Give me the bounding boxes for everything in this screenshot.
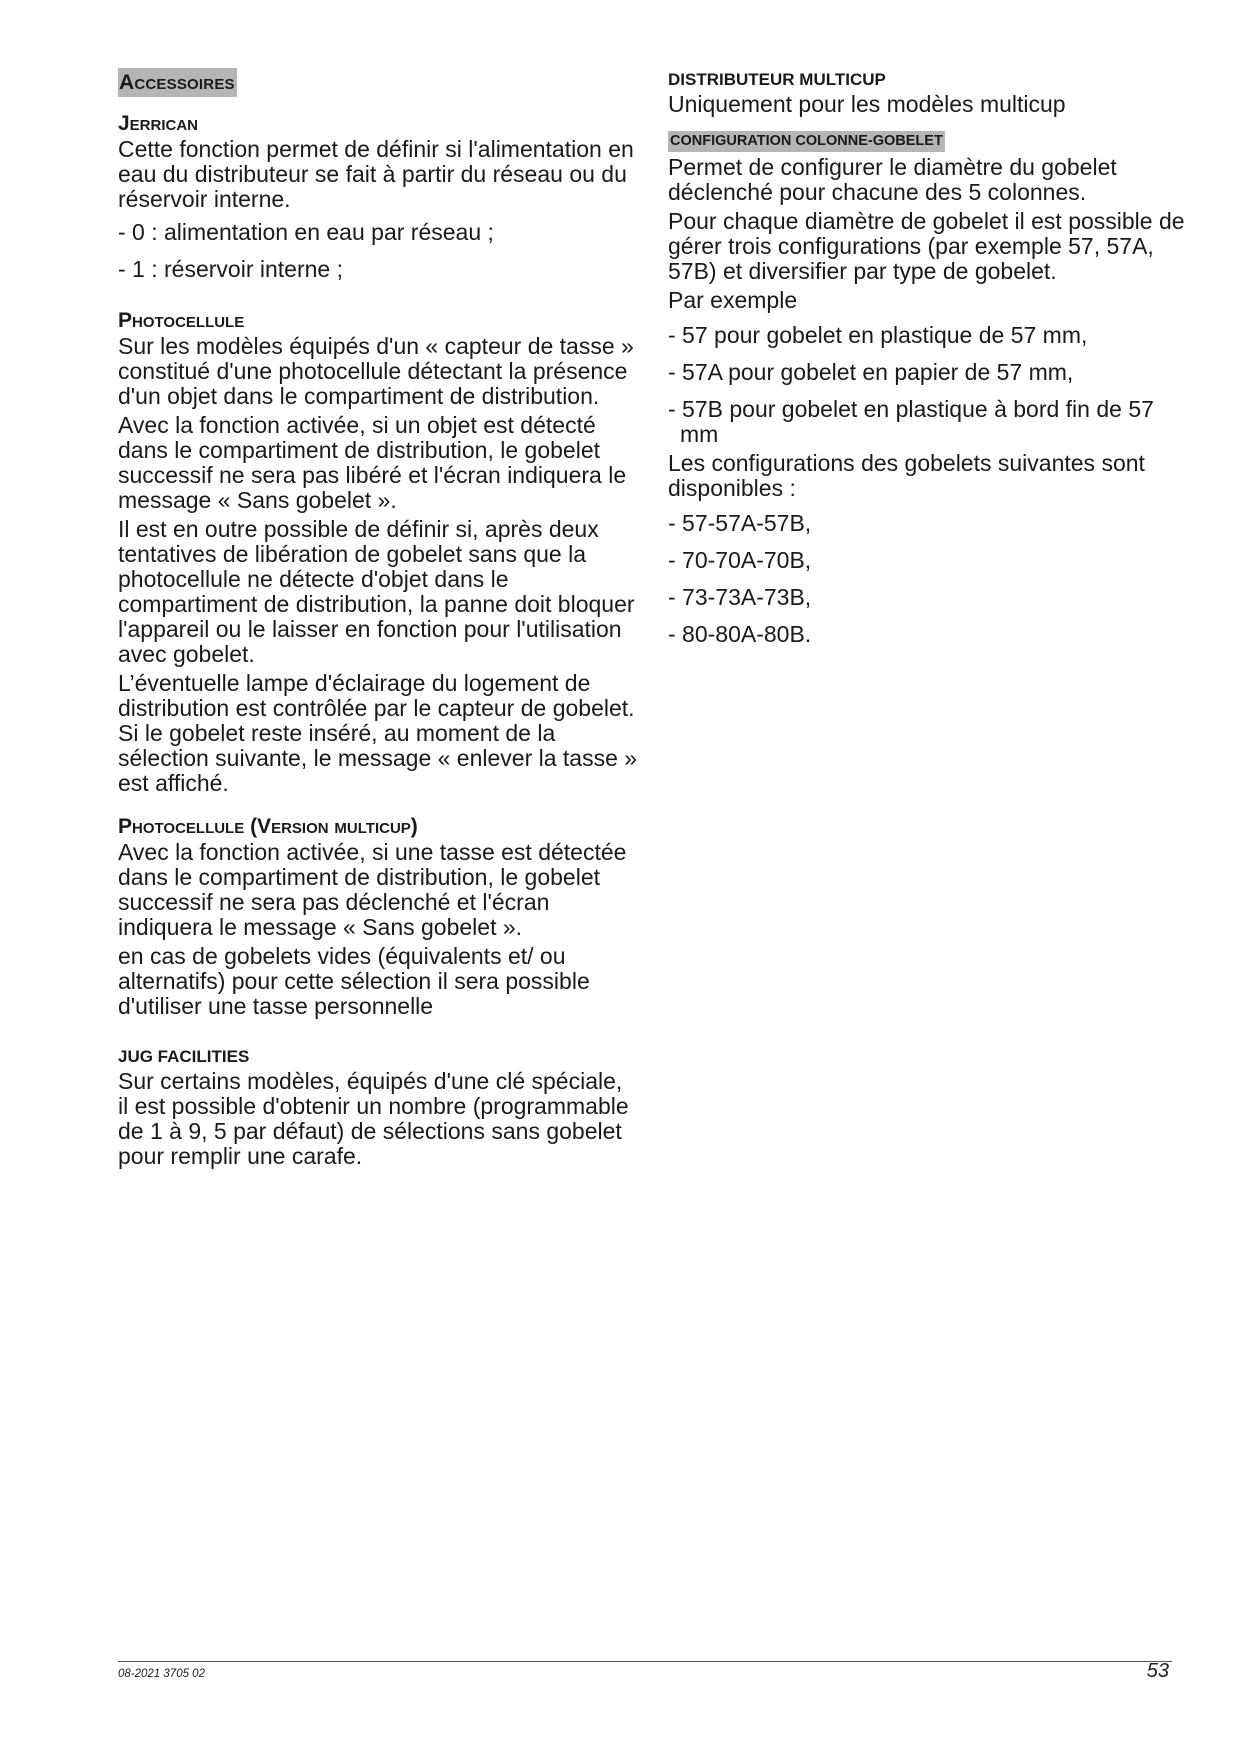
right-column: [668, 68, 1188, 659]
heading-distributeur-multicup: DISTRIBUTEUR MULTICUP: [668, 70, 886, 89]
photocellule-p2: Avec la fonction activée, si un objet est détecté dans le compartiment de distribution, le gobelet successif ne sera pas libéré et l'écran indiquera le message « Sans gobelet ».: [118, 412, 627, 513]
page-number: 53: [1146, 1660, 1169, 1682]
config-available-3: - 80-80A-80B.: [668, 621, 812, 647]
config-example-2: - 57B pour gobelet en plastique à bord fin de 57 mm: [668, 396, 1154, 447]
heading-photocellule-multicup: Photocellule (Version multicup): [118, 815, 418, 838]
photocellule-multicup-p2: en cas de gobelets vides (équivalents et/ ou alternatifs) pour cette sélection il sera possible d'utiliser une tasse personnelle: [118, 943, 590, 1019]
config-available-1: - 70-70A-70B,: [668, 547, 812, 573]
photocellule-p4: L’éventuelle lampe d'éclairage du logement de distribution est contrôlée par le capteur de gobelet. Si le gobelet reste inséré, au moment de la sélection suivante, le message « enlever la tasse » est affiché.: [118, 670, 638, 796]
config-example-1: - 57A pour gobelet en papier de 57 mm,: [668, 359, 1074, 385]
distributeur-text: Uniquement pour les modèles multicup: [668, 91, 1066, 117]
jerrican-item-0: - 0 : alimentation en eau par réseau ;: [118, 219, 494, 245]
photocellule-multicup-p1: Avec la fonction activée, si une tasse est détectée dans le compartiment de distribution, le gobelet successif ne sera pas déclenché et l'écran indiquera le message « Sans gobelet ».: [118, 839, 627, 940]
config-available-2: - 73-73A-73B,: [668, 584, 812, 610]
section-title-accessoires: Accessoires: [118, 68, 237, 97]
footer-document-code: 08-2021 3705 02: [118, 1668, 205, 1680]
config-p3: Par exemple: [668, 287, 798, 313]
photocellule-p3: Il est en outre possible de définir si, après deux tentatives de libération de gobelet sans que la photocellule ne détecte d'objet dans le compartiment de distribution, la panne doit bloquer l'appareil ou le laisser en fonction pour l'utilisation avec gobelet.: [118, 516, 635, 667]
config-p4: Les configurations des gobelets suivantes sont disponibles :: [668, 450, 1145, 501]
config-p1: Permet de configurer le diamètre du gobelet déclenché pour chacune des 5 colonnes.: [668, 154, 1117, 205]
heading-jug-facilities: JUG FACILITIES: [118, 1047, 250, 1066]
config-example-0: - 57 pour gobelet en plastique de 57 mm,: [668, 322, 1088, 348]
heading-jerrican: Jerrican: [118, 112, 199, 135]
config-p2: Pour chaque diamètre de gobelet il est possible de gérer trois configurations (par exemple 57, 57A, 57B) et diversifier par type de gobelet.: [668, 208, 1185, 284]
left-column: [118, 68, 638, 1173]
config-available-0: - 57-57A-57B,: [668, 510, 812, 536]
jerrican-text: Cette fonction permet de définir si l'alimentation en eau du distributeur se fait à partir du réseau ou du réservoir interne.: [118, 136, 634, 212]
jug-text: Sur certains modèles, équipés d'une clé spéciale, il est possible d'obtenir un nombre (programmable de 1 à 9, 5 par défaut) de sélections sans gobelet pour remplir une carafe.: [118, 1068, 629, 1169]
photocellule-p1: Sur les modèles équipés d'un « capteur de tasse » constitué d'une photocellule détectant la présence d'un objet dans le compartiment de distribution.: [118, 333, 634, 409]
footer-divider: [118, 1661, 1172, 1662]
jerrican-item-1: - 1 : réservoir interne ;: [118, 256, 343, 282]
heading-configuration-colonne: CONFIGURATION COLONNE-GOBELET: [668, 131, 945, 152]
heading-photocellule: Photocellule: [118, 309, 245, 332]
